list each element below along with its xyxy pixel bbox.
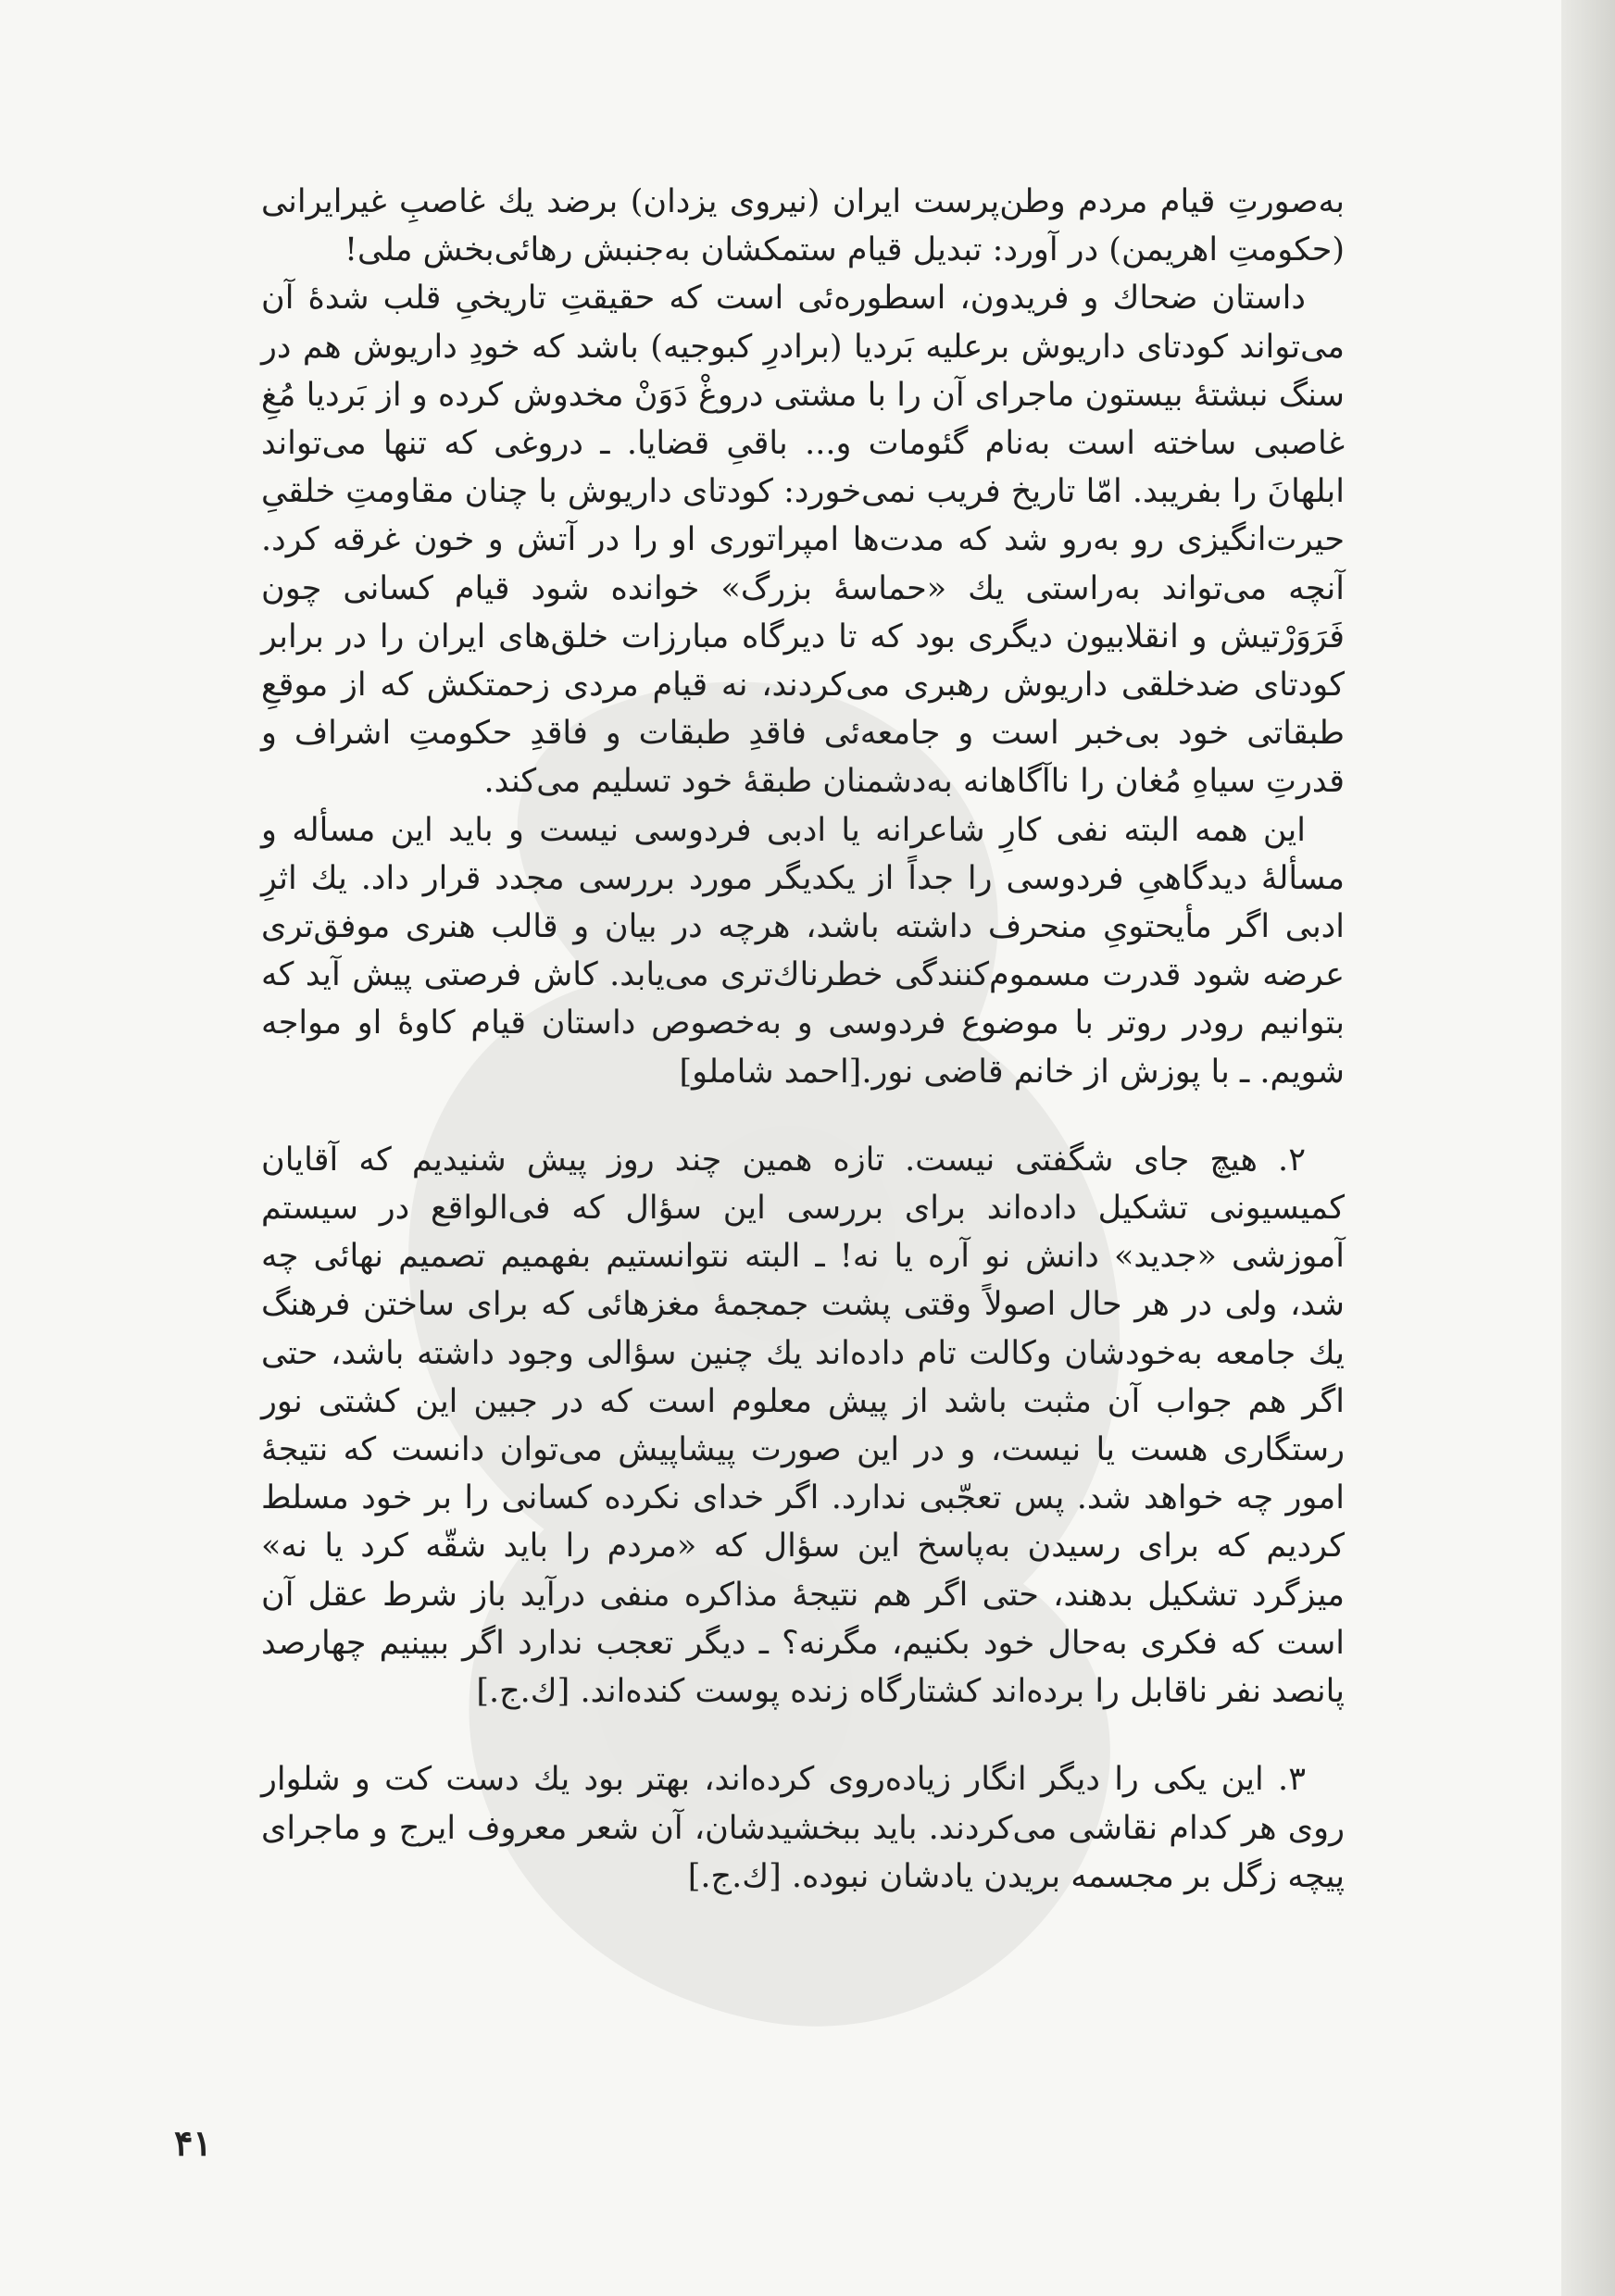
note-2-paragraph: ۲. هیچ جای شگفتی نیست. تازه همین چند روز پیش شنیدیم که آقایان کمیسیونی تشکیل داده‌اند برای بررسی این سؤال که فی‌الواقع در سیستم آموزشی «جدید» دانش نو آره یا نه! ـ البته نتوانستیم بفهمیم تصمیم نهائی چه شد، ولی در هر حال اصولاً وقتی پشت جمجمهٔ مغزهائی که برای ساختن فرهنگ یك جامعه به‌خودشان وکالت تام داده‌اند یك چنین سؤالی وجود داشته باشد، حتی اگر هم جواب آن مثبت باشد از پیش معلوم است که در جبین این کشتی نور رستگاری هست یا نیست، و در این صورت پیشاپیش می‌توان دانست که نتیجهٔ امور چه خواهد شد. پس تعجّبی ندارد. اگر خدای نکرده کسانی را بر خود مسلط کردیم که برای رسیدن به‌پاسخ این سؤال که «مردم را باید شقّه کرد یا نه» میزگرد تشکیل بدهند، حتی اگر هم نتیجهٔ مذاکره منفی درآید باز شرط عقل آن است که فکری به‌حال خود بکنیم، مگرنه؟ ـ دیگر تعجب ندارد اگر ببینیم چهارصد پانصد نفر ناقابل را برده‌اند کشتارگاه زنده پوست کنده‌اند. [ك.ج.] [261,1141,1346,1711]
body-text [261,178,1345,1901]
note-3-paragraph: ۳. این یکی را دیگر انگار زیاده‌روی کرده‌اند، بهتر بود یك دست کت و شلوار روی هر کدام نقاشی می‌کردند. باید ببخشیدشان، آن شعر معروف ایرج و ماجرای پیچه زگل بر مجسمه بریدن یادشان نبوده. [ك.ج.] [261,1761,1345,1895]
note-1-paragraph-1: به‌صورتِ قیام مردم وطن‌پرست ایران (نیروی یزدان) برضد یك غاصبِ غیرایرانی (حکومتِ اهریمن) در آورد: تبدیل قیام ستمکشان به‌جنبش رهائی‌بخش ملی! [261,183,1345,269]
page-number: ۴۱ [174,2122,212,2164]
note-1-paragraph-3: این همه البته نفی کارِ شاعرانه یا ادبی فردوسی نیست و باید این مسأله و مسألهٔ دیدگاهیِ فردوسی را جداً از یکدیگر مورد بررسی مجدد قرار داد. یك اثرِ ادبی اگر مأیحتویِ منحرف داشته باشد، هرچه در بیان و قالب هنری موفق‌تری عرضه شود قدرت مسموم‌کنندگی خطرناك‌تری می‌یابد. کاش فرصتی پیش آید که بتوانیم رودر روتر با موضوع فردوسی و به‌خصوص داستان قیام کاوهٔ او مواجه شویم. ـ با پوزش از خانم قاضی نور.[احمد شاملو] [261,811,1345,1091]
note-1-paragraph-2: داستان ضحاك و فریدون، اسطوره‌ئی است که حقیقتِ تاریخیِ قلب شدهٔ آن می‌تواند کودتای داریوش برعلیه بَردیا (برادرِ کبوجیه) باشد که خودِ داریوش هم در سنگ نبشتهٔ بیستون ماجرای آن را با مشتی دروغْ دَوَنْ مخدوش کرده و از بَردیا مُغِ غاصبی ساخته است به‌نام گئومات و... باقیِ قضایا. ـ دروغی که تنها می‌تواند ابلهانَ را بفریبد. امّا تاریخ فریب نمی‌خورد: کودتای داریوش با چنان مقاومتِ خلقیِ حیرت‌انگیزی رو به‌رو شد که مدت‌ها امپراتوری او را در آتش و خون غرقه کرد. آنچه می‌تواند به‌راستی یك «حماسهٔ بزرگ» خوانده شود قیام کسانی چون فَرَوَرْتیش و انقلابیون دیگری بود که تا دیرگاه مبارزات خلق‌های ایران را در برابر کودتای ضدخلقی داریوش رهبری می‌کردند، نه قیام مردی زحمتکش که از موقعِ طبقاتی خود بی‌خبر است و جامعه‌ئی فاقدِ طبقات و فاقدِ حکومتِ اشراف و قدرتِ سیاهِ مُغان را ناآگاهانه به‌دشمنان طبقهٔ خود تسلیم می‌کند. [261,280,1345,801]
scan-edge [1561,0,1615,2296]
